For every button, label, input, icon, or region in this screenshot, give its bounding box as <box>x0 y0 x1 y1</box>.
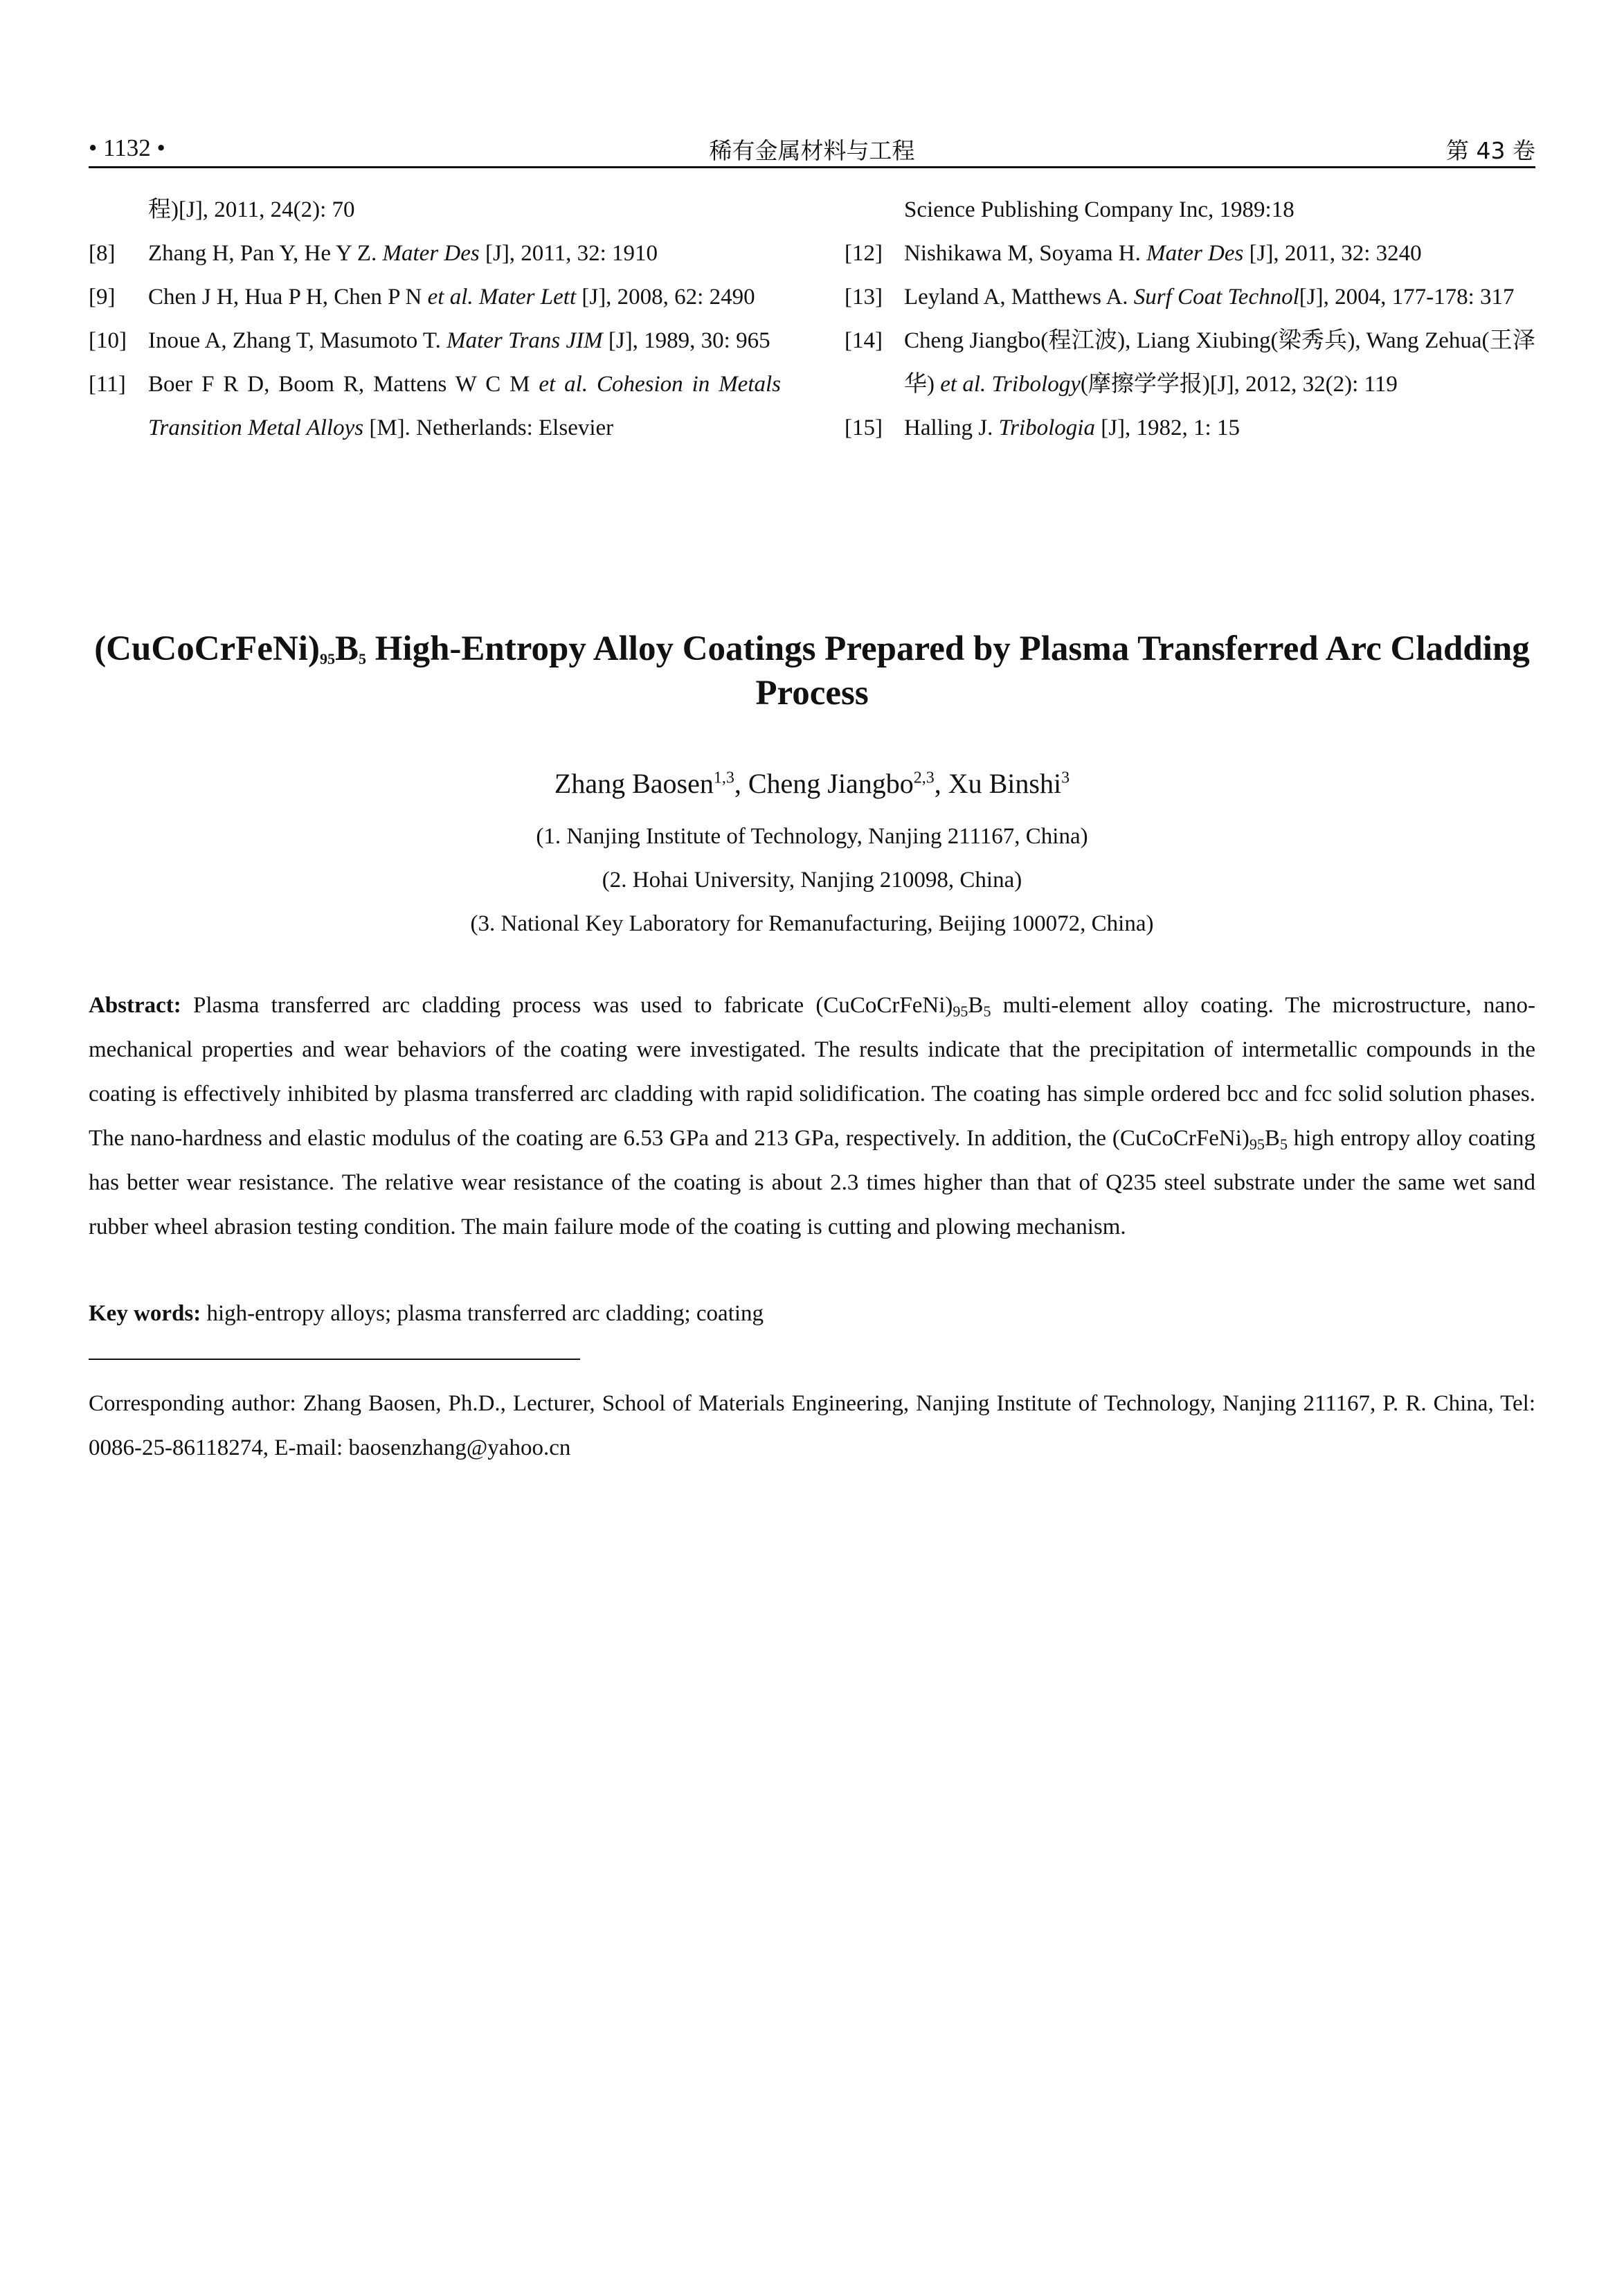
running-header <box>89 130 1535 166</box>
reference-item: [9] Chen J H, Hua P H, Chen P N et al. Mater Lett [J], 2008, 62: 2490 <box>89 276 781 319</box>
affiliation: (1. Nanjing Institute of Technology, Nanjing 211167, China) <box>536 824 1088 849</box>
abstract: Abstract: Plasma transferred arc cladding process was used to fabricate $(CuCoCrFeNi)_{95}B_5$ multi-element alloy coating. The microstructure, nano-mechanical properties and wear behaviors of the coating were investigated. The results indicate that the precipitation of intermetallic compounds in the coating is effectively inhibited by plasma transferred arc cladding with rapid solidification. The coating has simple ordered bcc and fcc solid solution phases. The nano-hardness and elastic modulus of the coating are 6.53 GPa and 213 GPa, respectively. In addition, the $(CuCoCrFeNi)_{95}B_5$ high entropy alloy coating has better wear resistance. The relative wear resistance of the coating is about 2.3 times higher than that of Q235 steel substrate under the same wet sand rubber wheel abrasion testing condition. The main failure mode of the coating is cutting and plowing mechanism. <box>89 993 1536 1239</box>
header-rule <box>89 166 1535 168</box>
reference-item: [10] Inoue A, Zhang T, Masumoto T. Mater Trans JIM [J], 1989, 30: 965 <box>89 319 781 363</box>
author-name: Cheng Jiangbo <box>748 768 914 799</box>
volume-label: 第 43 卷 <box>1446 137 1535 164</box>
reference-number: [14] <box>845 328 883 353</box>
author-affiliation-mark: 2,3 <box>913 769 935 787</box>
reference-item: 程)[J], 2011, 24(2): 70 <box>148 197 355 222</box>
reference-item: Science Publishing Company Inc, 1989:18 <box>904 197 1294 222</box>
corresponding-author-footnote: Corresponding author: Zhang Baosen, Ph.D., Lecturer, School of Materials Engineering, Nanjing Institute of Technology, Nanjing 211167, P. R. China, Tel: 0086-25-86118274, E-mail: baosenzhang@yahoo.cn <box>89 1391 1535 1460</box>
author-name: Zhang Baosen <box>554 768 714 799</box>
affiliation: (2. Hohai University, Nanjing 210098, China) <box>602 868 1022 893</box>
abstract-label: Abstract: <box>89 993 181 1018</box>
author-list: Zhang Baosen$^{1,3}$, Cheng Jiangbo$^{2,3}$, Xu Binshi$^3$ <box>554 768 1070 799</box>
affiliation: (3. National Key Laboratory for Remanufacturing, Beijing 100072, China) <box>470 911 1154 936</box>
reference-item: [11] Boer F R D, Boom R, Mattens W C M et al. Cohesion in Metals Transition Metal Alloys [M]. Netherlands: Elsevier <box>89 363 781 450</box>
references-left-column <box>89 188 781 450</box>
page-number: • 1132 • <box>89 134 165 161</box>
reference-number: [11] <box>89 372 126 397</box>
reference-item: [13] Leyland A, Matthews A. Surf Coat Technol[J], 2004, 177-178: 317 <box>845 276 1535 319</box>
reference-number: [12] <box>845 241 883 266</box>
footnote-rule <box>89 1359 580 1360</box>
reference-number: [10] <box>89 328 127 353</box>
keywords: Key words: high-entropy alloys; plasma transferred arc cladding; coating <box>89 1301 764 1326</box>
reference-number: [9] <box>89 285 116 310</box>
keywords-label: Key words: <box>89 1301 201 1326</box>
reference-item: [14] Cheng Jiangbo(程江波), Liang Xiubing(梁秀兵), Wang Zehua(王泽华) et al. Tribology(摩擦学学报)[J], 2012, 32(2): 119 <box>845 319 1535 406</box>
references-right-column <box>845 188 1535 450</box>
reference-number: [8] <box>89 241 116 266</box>
author-affiliation-mark: 3 <box>1061 769 1070 787</box>
author-affiliation-mark: 1,3 <box>713 769 734 787</box>
author-name: Xu Binshi <box>948 768 1062 799</box>
reference-number: [15] <box>845 415 883 440</box>
reference-item: [15] Halling J. Tribologia [J], 1982, 1: 15 <box>845 406 1535 450</box>
reference-item: [8] Zhang H, Pan Y, He Y Z. Mater Des [J], 2011, 32: 1910 <box>89 232 781 276</box>
reference-item: [12] Nishikawa M, Soyama H. Mater Des [J], 2011, 32: 3240 <box>845 232 1535 276</box>
paper-title: $(CuCoCrFeNi)_{95}B_5$ High-Entropy Alloy Coatings Prepared by Plasma Transferred Arc Cladding Process <box>94 629 1530 713</box>
journal-name: 稀有金属材料与工程 <box>709 137 915 164</box>
reference-number: [13] <box>845 285 883 310</box>
